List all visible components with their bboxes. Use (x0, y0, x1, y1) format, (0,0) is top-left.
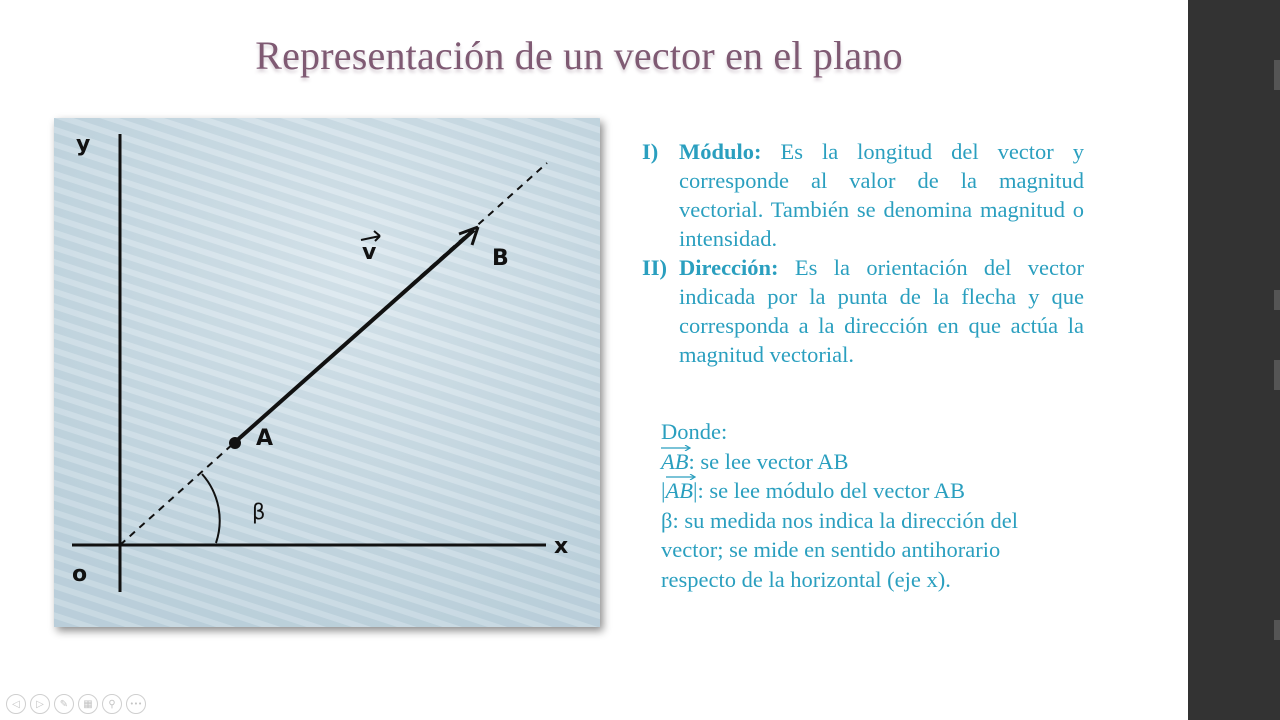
vector-note (661, 447, 1121, 477)
vector-arrow-icon (666, 474, 696, 480)
point-b-label: B (492, 246, 509, 271)
vector-note-text: : se lee vector AB (688, 448, 849, 474)
vector-v-label: v (362, 240, 377, 265)
x-axis-label: x (554, 534, 569, 559)
point-a-label: A (256, 426, 274, 451)
definition-number: II) (642, 255, 668, 280)
previous-slide-button[interactable]: ◁ (6, 694, 26, 714)
beta-note-line-3: respecto de la horizontal (eje x). (661, 566, 951, 592)
definitions-list (642, 137, 1084, 369)
point-a-dot (229, 437, 241, 449)
zoom-button[interactable]: ⚲ (102, 694, 122, 714)
definition-text: Es la longitud del vector y corresponde al valor de la magnitud vectorial. También se denomina magnitud o intensidad. (679, 139, 1084, 251)
origin-label: o (72, 562, 88, 587)
pen-tool-button[interactable]: ✎ (54, 694, 74, 714)
vector-arrow-icon (661, 445, 691, 451)
module-note-text: : se lee módulo del vector AB (697, 478, 965, 503)
slide-grid-button[interactable]: ▦ (78, 694, 98, 714)
beta-note-line-2: vector; se mide en sentido antihorario (661, 537, 1001, 562)
slide-title: Representación de un vector en el plano (255, 33, 903, 78)
definition-direction (642, 253, 1084, 369)
side-panel (1188, 0, 1280, 720)
module-ab-symbol: AB (666, 476, 694, 506)
vector-diagram (54, 118, 600, 627)
definition-number: I) (642, 139, 659, 164)
presentation-toolbar (6, 694, 146, 716)
angle-beta-label: β (252, 500, 266, 524)
definition-module (642, 137, 1084, 253)
notes-heading: Donde: (661, 419, 728, 444)
definition-text: Es la orientación del vector indicada por la punta de la flecha y que corresponda a la dirección en que actúa la magnitud vectorial. (679, 255, 1084, 367)
vector-figure (54, 118, 600, 627)
beta-note-line-1: β: su medida nos indica la dirección del (661, 507, 1018, 533)
next-slide-button[interactable]: ▷ (30, 694, 50, 714)
module-note: | AB|: se lee módulo del vector AB (661, 476, 1121, 506)
y-axis-label: y (76, 132, 91, 157)
vector-ab-symbol: AB (661, 447, 689, 477)
definition-term: Módulo: (679, 139, 762, 164)
more-options-button[interactable]: ••• (126, 694, 146, 714)
notes-block (661, 417, 1121, 594)
definition-term: Dirección: (679, 255, 779, 280)
